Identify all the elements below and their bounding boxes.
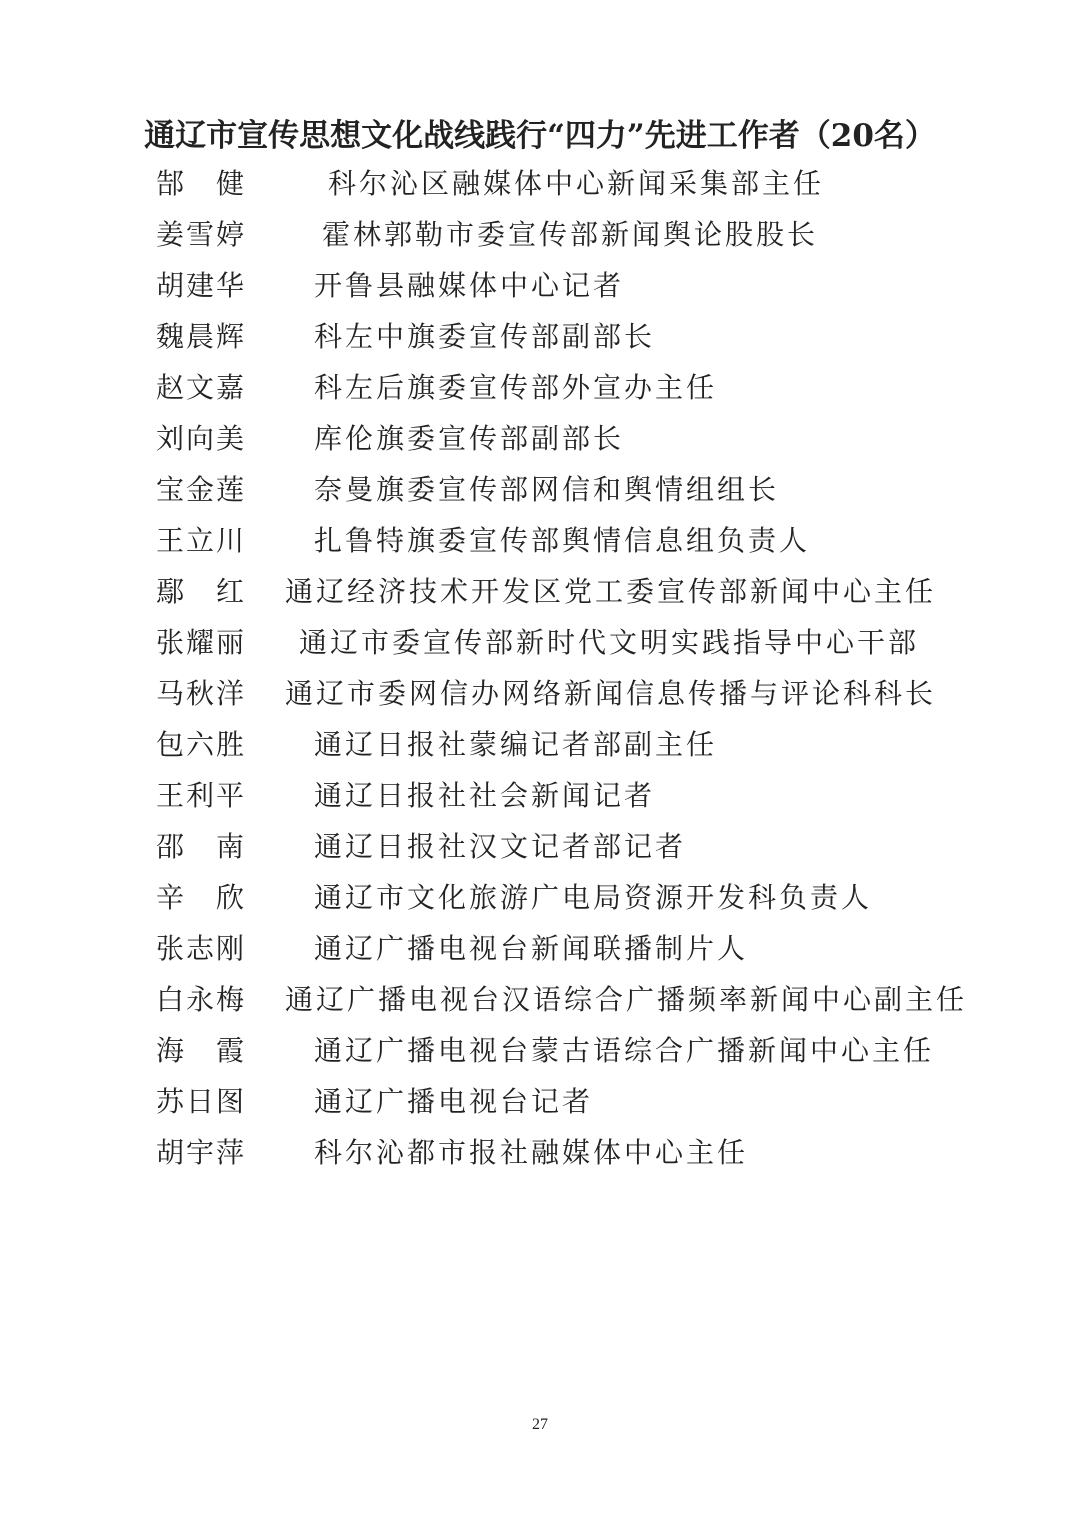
awardee-name: 张耀丽 [156,626,247,659]
awardee-name: 胡宇萍 [156,1136,247,1169]
list-item [0,209,1080,260]
list-item [0,974,1080,1025]
list-item [0,464,1080,515]
list-item [0,923,1080,974]
awardee-position: 科左后旗委宣传部外宣办主任 [314,371,718,404]
awardee-position: 通辽广播电视台汉语综合广播频率新闻中心副主任 [285,983,968,1016]
list-item [0,821,1080,872]
awardee-position: 科尔沁都市报社融媒体中心主任 [314,1136,749,1169]
awardee-position: 奈曼旗委宣传部网信和舆情组组长 [314,473,780,506]
awardee-name: 辛 欣 [156,881,247,914]
awardee-position: 开鲁县融媒体中心记者 [314,269,625,302]
awardee-list [0,158,1080,1178]
awardee-name: 苏日图 [156,1085,247,1118]
awardee-position: 扎鲁特旗委宣传部舆情信息组负责人 [314,524,811,557]
list-item [0,770,1080,821]
page-title: 通辽市宣传思想文化战线践行“四力”先进工作者（20名） [144,118,936,154]
list-item [0,872,1080,923]
awardee-name: 海 霞 [156,1034,247,1067]
list-item [0,668,1080,719]
page-number: 27 [532,1416,548,1433]
awardee-position: 通辽市委宣传部新时代文明实践指导中心干部 [299,626,920,659]
list-item [0,362,1080,413]
list-item [0,158,1080,209]
awardee-name: 包六胜 [156,728,247,761]
list-item [0,566,1080,617]
awardee-name: 马秋洋 [156,677,247,710]
awardee-position: 霍林郭勒市委宣传部新闻舆论股股长 [322,218,819,251]
awardee-name: 鄢 红 [156,575,247,608]
list-item [0,617,1080,668]
list-item [0,413,1080,464]
list-item [0,260,1080,311]
list-item [0,311,1080,362]
awardee-position: 库伦旗委宣传部副部长 [314,422,625,455]
awardee-name: 王利平 [156,779,247,812]
awardee-position: 科左中旗委宣传部副部长 [314,320,656,353]
awardee-position: 通辽日报社汉文记者部记者 [314,830,687,863]
list-item [0,719,1080,770]
awardee-name: 魏晨辉 [156,320,247,353]
awardee-name: 刘向美 [156,422,247,455]
list-item [0,1025,1080,1076]
awardee-name: 邵 南 [156,830,247,863]
awardee-name: 白永梅 [156,983,247,1016]
awardee-name: 张志刚 [156,932,247,965]
awardee-name: 赵文嘉 [156,371,247,404]
awardee-name: 郜 健 [156,167,247,200]
awardee-position: 通辽日报社蒙编记者部副主任 [314,728,718,761]
awardee-position: 通辽广播电视台新闻联播制片人 [314,932,749,965]
awardee-name: 宝金莲 [156,473,247,506]
awardee-name: 胡建华 [156,269,247,302]
awardee-name: 姜雪婷 [156,218,247,251]
awardee-position: 通辽市委网信办网络新闻信息传播与评论科科长 [285,677,937,710]
list-item [0,515,1080,566]
awardee-position: 通辽广播电视台记者 [314,1085,594,1118]
awardee-position: 通辽市文化旅游广电局资源开发科负责人 [314,881,873,914]
list-item [0,1127,1080,1178]
list-item [0,1076,1080,1127]
awardee-position: 科尔沁区融媒体中心新闻采集部主任 [328,167,825,200]
awardee-position: 通辽日报社社会新闻记者 [314,779,656,812]
awardee-name: 王立川 [156,524,247,557]
awardee-position: 通辽广播电视台蒙古语综合广播新闻中心主任 [314,1034,935,1067]
awardee-position: 通辽经济技术开发区党工委宣传部新闻中心主任 [285,575,937,608]
